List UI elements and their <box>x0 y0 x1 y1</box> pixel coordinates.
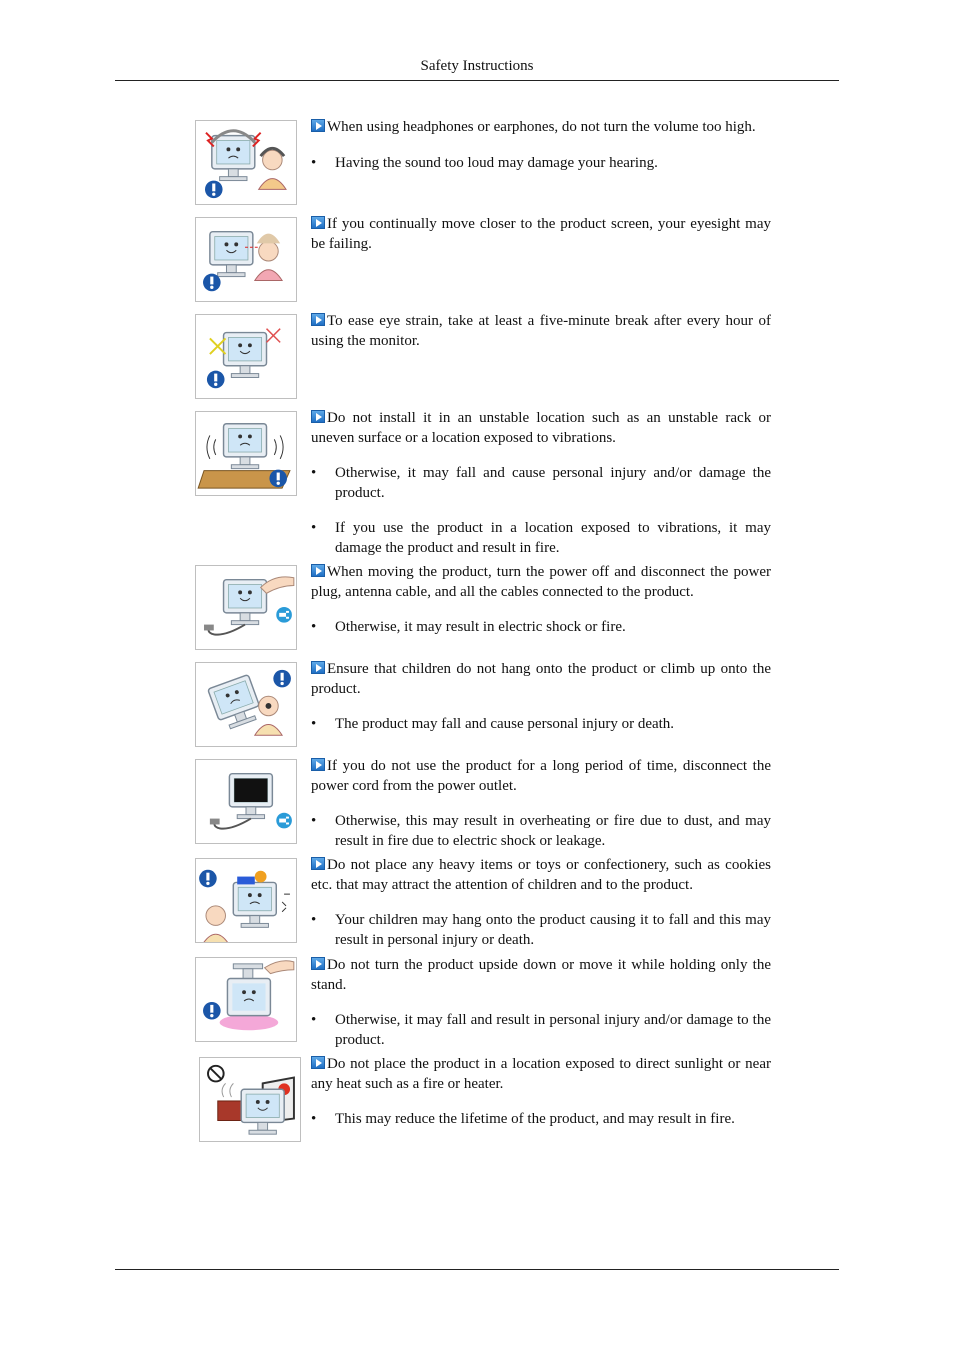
bullet-item: • This may reduce the lifetime of the product, and may result in fire. <box>311 1110 771 1130</box>
play-arrow-icon <box>311 410 325 423</box>
unstable-location-icon <box>195 411 297 496</box>
bullet-list <box>311 715 771 735</box>
instruction-text-block <box>311 215 771 254</box>
bullet-list <box>311 1110 771 1130</box>
instruction-label: When moving the product, turn the power off and disconnect the power plug, antenna cable, and all the cables connected to the product. <box>311 564 771 600</box>
instruction-text <box>311 660 771 699</box>
bullet-item: • Having the sound too loud may damage your hearing. <box>311 154 771 174</box>
play-arrow-icon <box>311 661 325 674</box>
instruction-label: To ease eye strain, take at least a five-minute break after every hour of using the monitor. <box>311 313 771 349</box>
bullet-item: • Your children may hang onto the product causing it to fall and this may result in personal injury or death. <box>311 911 771 950</box>
instruction-text-block <box>311 312 771 351</box>
bullet-list <box>311 618 771 638</box>
instruction-label: When using headphones or earphones, do not turn the volume too high. <box>327 119 756 135</box>
instruction-text <box>311 956 771 995</box>
bullet-list <box>311 1011 771 1050</box>
instruction-text <box>311 118 771 138</box>
bullet-list <box>311 812 771 851</box>
instruction-text-block <box>311 956 771 1050</box>
instruction-text-block <box>311 660 771 735</box>
play-arrow-icon <box>311 216 325 229</box>
play-arrow-icon <box>311 857 325 870</box>
unplug-before-moving-icon <box>195 565 297 650</box>
bullet-item: • The product may fall and cause personal injury or death. <box>311 715 771 735</box>
bullet-item: • Otherwise, it may result in electric shock or fire. <box>311 618 771 638</box>
sunlight-heat-icon <box>199 1057 301 1142</box>
instruction-text <box>311 409 771 448</box>
instruction-label: Do not turn the product upside down or move it while holding only the stand. <box>311 957 771 993</box>
instruction-label: Do not place any heavy items or toys or confectionery, such as cookies etc. that may attract the attention of children and to the product. <box>311 857 771 893</box>
header-rule <box>115 80 839 81</box>
bullet-list <box>311 154 771 174</box>
instruction-text <box>311 312 771 351</box>
bullet-item: • Otherwise, it may fall and cause personal injury and/or damage the product. <box>311 464 771 503</box>
bullet-item: • Otherwise, this may result in overheating or fire due to dust, and may result in fire due to electric shock or leakage. <box>311 812 771 851</box>
bullet-item: • If you use the product in a location exposed to vibrations, it may damage the product and result in fire. <box>311 519 771 558</box>
instruction-label: Do not install it in an unstable location such as an unstable rack or uneven surface or a location exposed to vibrations. <box>311 410 771 446</box>
header-title: Safety Instructions <box>420 58 534 74</box>
play-arrow-icon <box>311 1056 325 1069</box>
upside-down-stand-icon <box>195 957 297 1042</box>
instruction-text-block <box>311 118 771 173</box>
instruction-label: Do not place the product in a location exposed to direct sunlight or near any heat such as a fire or heater. <box>311 1056 771 1092</box>
instruction-text-block <box>311 1055 771 1130</box>
play-arrow-icon <box>311 957 325 970</box>
instruction-label: If you continually move closer to the product screen, your eyesight may be failing. <box>311 216 771 252</box>
bullet-list <box>311 911 771 950</box>
instruction-text <box>311 215 771 254</box>
instruction-text <box>311 563 771 602</box>
play-arrow-icon <box>311 313 325 326</box>
bullet-list <box>311 464 771 558</box>
instruction-text <box>311 856 771 895</box>
eye-strain-break-icon <box>195 314 297 399</box>
instruction-label: Ensure that children do not hang onto the product or climb up onto the product. <box>311 661 771 697</box>
instruction-text-block <box>311 757 771 851</box>
heavy-items-on-top-icon <box>195 858 297 943</box>
instruction-text-block <box>311 409 771 558</box>
bullet-item: • Otherwise, it may fall and result in personal injury and/or damage to the product. <box>311 1011 771 1050</box>
instruction-text <box>311 1055 771 1094</box>
footer-rule <box>115 1269 839 1270</box>
play-arrow-icon <box>311 564 325 577</box>
children-climbing-icon <box>195 662 297 747</box>
headphones-warning-icon <box>195 120 297 205</box>
play-arrow-icon <box>311 119 325 132</box>
instruction-text-block <box>311 563 771 638</box>
eyesight-warning-icon <box>195 217 297 302</box>
play-arrow-icon <box>311 758 325 771</box>
instruction-label: If you do not use the product for a long period of time, disconnect the power cord from the power outlet. <box>311 758 771 794</box>
instruction-text <box>311 757 771 796</box>
instruction-text-block <box>311 856 771 950</box>
unplug-long-period-icon <box>195 759 297 844</box>
